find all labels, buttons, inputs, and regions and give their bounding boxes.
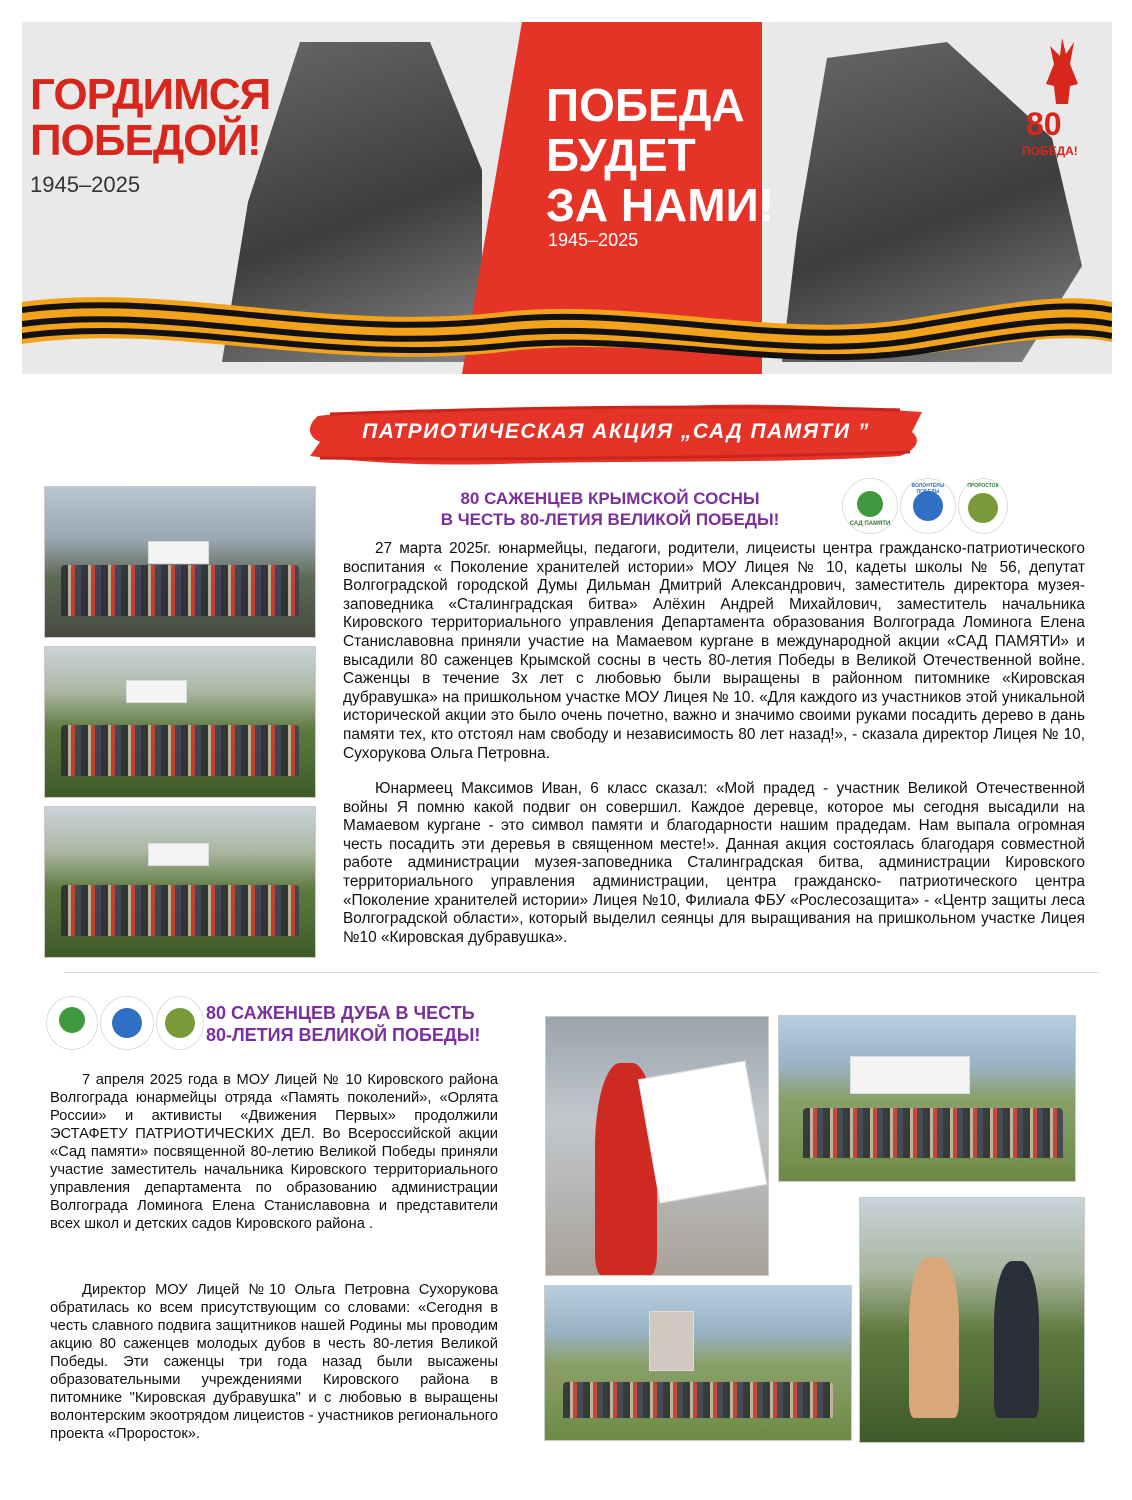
photo-group-square	[544, 1285, 852, 1441]
banner-left-title	[30, 72, 270, 164]
tree-icon	[59, 1007, 85, 1033]
photo-group-steps	[44, 486, 316, 638]
article1-title-line2: В ЧЕСТЬ 80-ЛЕТИЯ ВЕЛИКОЙ ПОБЕДЫ!	[440, 510, 780, 529]
article1-paragraph1-text: 27 марта 2025г. юнармейцы, педагоги, родители, лицеисты центра гражданско-патриотического воспитания « Поколение хранителей истории» МОУ Лицея № 10, кадеты школы № 56, депутат Волгоградской городской Думы Дильман Дмитрий Александрович, заместитель директора музея-заповедника «Сталинградская битва» Алёхин Андрей Михайлович, заместитель начальника Кировского территориального управления Департамента образования Волгограда Ломинога Елена Станиславовна приняли участие на Мамаевом кургане в международной акции «САД ПАМЯТИ» и высадили 80 саженцев Крымской сосны в честь 80-летия Победы в Великой Отечественной войне. Саженцы в течение 3х лет с любовью были выращены в районном питомнике «Кировская дубравушка» на пришкольном участке МОУ Лицея № 10. «Для каждого из участников этой уникальной исторической акции это было очень почетно, важно и значимо своими руками посадить дерево в дань памяти тех, кто отстоял нам свободу и независимость 80 лет назад!», - сказала директор Лицея № 10, Сухорукова Ольга Петровна.	[343, 540, 1085, 762]
photo-crowd	[61, 725, 299, 776]
photo-crowd	[563, 1382, 832, 1419]
photo-banner	[148, 843, 209, 866]
victory-80-logo	[1022, 34, 1102, 164]
article2-paragraph1-text: 7 апреля 2025 года в МОУ Лицей № 10 Кировского района Волгограда юнармейцы отряда «Память поколений», «Орлята России» и активисты «Движения Первых» продолжили ЭСТАФЕТУ ПАТРИОТИЧЕСКИХ ДЕЛ. Во Всероссийской акции «Сад памяти» посвященной 80-летию Великой Победы приняли участие заместитель начальника Кировского территориального управления департамента по образованию администрации Волгограда Ломинога Елена Станиславовна и представители всех школ и детских садов Кировского района .	[50, 1072, 498, 1232]
photo-monument	[649, 1311, 694, 1372]
logo-number: 80	[1026, 106, 1062, 142]
article2-title	[206, 1002, 506, 1046]
dove-icon	[913, 491, 943, 521]
banner-center-title-line1: ПОБЕДА	[546, 79, 745, 131]
section-divider	[64, 972, 1100, 973]
banner-center-title-line3: ЗА НАМИ!	[546, 179, 774, 231]
photo-placard	[638, 1060, 767, 1203]
sad-pamyati-logo	[842, 478, 898, 534]
photo-girl-placard	[545, 1016, 769, 1276]
article1-paragraph2-text: Юнармеец Максимов Иван, 6 класс сказал: «Мой прадед - участник Великой Отечественной войны Я помню какой подвиг он совершил. Каждое деревце, которое мы сегодня высадили на Мамаевом кургане - это символ памяти и благодарности нашим прадедам. Нам выпала огромная честь посадить эти деревья в священном месте!». Данная акция состоялась благодаря совместной работе администрации музея-заповедника Сталинградская битва, администрации Кировского территориального управления администрации, центра гражданско- патриотического центра «Поколение хранителей истории» Лицея №10, Филиала ФБУ «Рослесозащита» - «Центр защиты леса Волгоградской области», который выделил сеянцы для выращивания на пришкольном участке Лицея №10 «Кировская дубравушка».	[343, 780, 1085, 946]
banner-center-years: 1945–2025	[548, 230, 639, 250]
st-george-ribbon-icon	[22, 272, 1112, 362]
banner-left-title-line1: ГОРДИМСЯ	[30, 70, 271, 119]
article1-paragraph1	[343, 540, 1085, 763]
photo-banner	[126, 680, 187, 703]
banner-left-years: 1945–2025	[30, 172, 141, 197]
section-header	[300, 398, 932, 470]
sad-pamyati-caption: САД ПАМЯТИ	[849, 521, 891, 527]
photo-boys-planting	[859, 1197, 1085, 1443]
photo-garden-banner	[778, 1015, 1076, 1182]
article2-paragraph2-text: Директор МОУ Лицей №10 Ольга Петровна Сухорукова обратилась ко всем присутствующим со словами: «Сегодня в честь славного подвига защитников нашей Родины мы проводим акцию 80 саженцев молодых дубов в честь 80-летия Великой Победы. Эти саженцы три года назад были высажены образовательными учреждениями Кировского района в питомнике "Кировская дубравушка" и с любовью в выращены волонтерским экоотрядом лицеистов - участников регионального проекта «Проросток».	[50, 1282, 498, 1442]
prorostok-logo-2	[156, 996, 204, 1050]
sad-pamyati-logo-2	[46, 996, 98, 1050]
photo-group-planting	[44, 806, 316, 958]
banner-center-title-line2: БУДЕТ	[546, 129, 696, 181]
prorostok-caption: ПРОРОСТОК	[967, 483, 999, 489]
photo-banner	[850, 1056, 970, 1094]
article2-title-line1: 80 САЖЕНЦЕВ ДУБА В ЧЕСТЬ	[206, 1003, 475, 1023]
logo-label: ПОБЕДА!	[1022, 144, 1078, 158]
sprout-icon	[968, 493, 998, 523]
photo-crowd	[803, 1108, 1064, 1158]
article2-paragraph1	[50, 1071, 498, 1233]
banner-left-title-line2: ПОБЕДОЙ!	[30, 116, 261, 165]
prorostok-logo	[958, 478, 1008, 534]
photo-boy-dark	[994, 1261, 1039, 1417]
photo-banner	[148, 541, 209, 564]
article1-title	[380, 488, 840, 530]
section-title: ПАТРИОТИЧЕСКАЯ АКЦИЯ „САД ПАМЯТИ ”	[362, 420, 870, 443]
article1-title-line1: 80 САЖЕНЦЕВ КРЫМСКОЙ СОСНЫ	[460, 489, 760, 508]
dove-icon	[112, 1008, 142, 1038]
tree-icon	[857, 491, 883, 517]
monument-icon	[1022, 34, 1102, 114]
volontery-logo	[900, 478, 956, 534]
volontery-logo-2	[100, 996, 154, 1050]
volontery-caption: ВОЛОНТЁРЫ ПОБЕДЫ	[911, 483, 945, 495]
sprout-icon	[165, 1008, 195, 1038]
banner-center-title	[546, 80, 774, 230]
article2-paragraph2	[50, 1281, 498, 1443]
photo-crowd	[61, 885, 299, 936]
photo-boy-shovel	[909, 1257, 958, 1418]
article1-paragraph2	[343, 780, 1085, 947]
photo-group-monument	[44, 646, 316, 798]
article2-title-line2: 80-ЛЕТИЯ ВЕЛИКОЙ ПОБЕДЫ!	[206, 1025, 481, 1045]
hero-banner	[22, 22, 1112, 374]
photo-crowd	[61, 565, 299, 616]
